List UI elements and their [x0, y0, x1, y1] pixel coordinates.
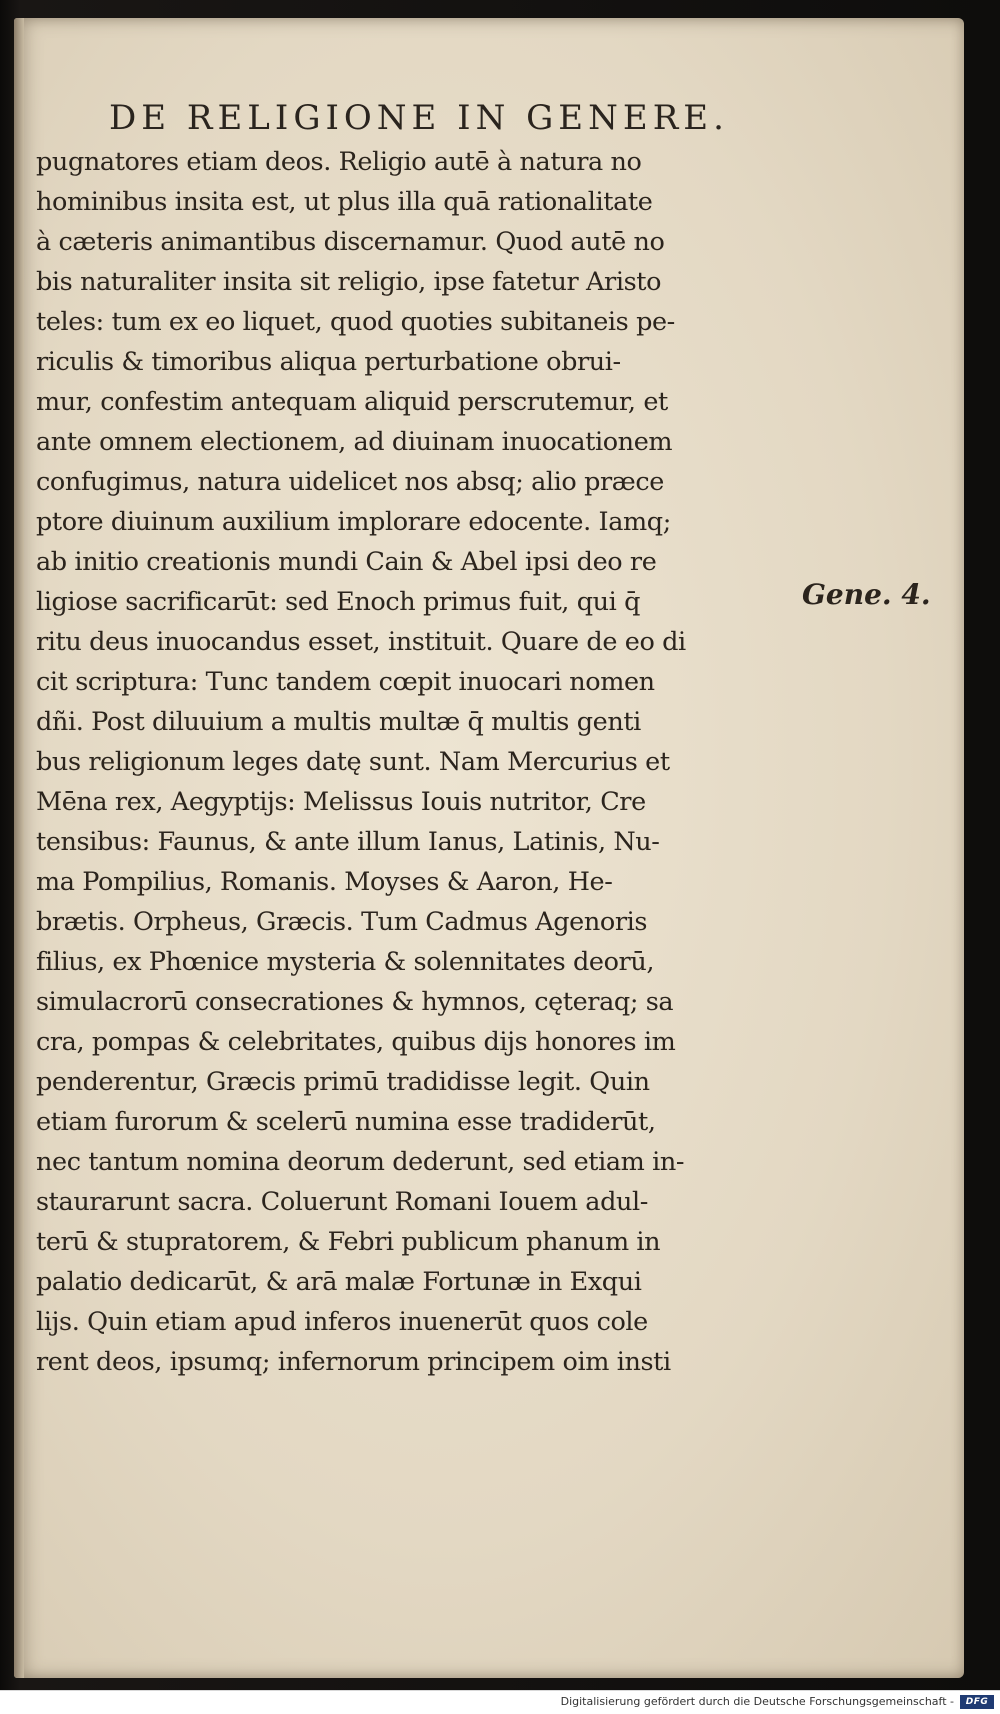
- running-head: DE RELIGIONE IN GENERE.: [109, 98, 729, 138]
- text-line: Mēna rex, Aegyptijs: Melissus Iouis nutritor, Cre: [36, 787, 646, 817]
- text-line: pugnatores etiam deos. Religio autē à natura no: [36, 147, 642, 177]
- text-line: simulacrorū consecrationes & hymnos, cęteraq; sa: [36, 987, 674, 1017]
- text-line: à cæteris animantibus discernamur. Quod autē no: [36, 227, 665, 257]
- text-line: lijs. Quin etiam apud inferos inuenerūt quos cole: [36, 1307, 648, 1337]
- text-line: dñi. Post diluuium a multis multæ q̄ multis genti: [36, 707, 641, 737]
- text-line: bus religionum leges datę sunt. Nam Mercurius et: [36, 747, 670, 777]
- text-line: penderentur, Græcis primū tradidisse legit. Quin: [36, 1067, 650, 1097]
- text-line: ligiose sacrificarūt: sed Enoch primus fuit, qui q̄: [36, 587, 641, 617]
- body-text: [36, 142, 796, 1382]
- text-line: rent deos, ipsumq; infernorum principem oim insti: [36, 1347, 671, 1377]
- text-line: etiam furorum & scelerū numina esse tradiderūt,: [36, 1107, 656, 1137]
- text-line: riculis & timoribus aliqua perturbatione obrui-: [36, 347, 621, 377]
- marginal-note: Gene. 4.: [802, 578, 931, 611]
- text-line: ante omnem electionem, ad diuinam inuocationem: [36, 427, 673, 457]
- text-line: cra, pompas & celebritates, quibus dijs honores im: [36, 1027, 676, 1057]
- footer-credit: Digitalisierung gefördert durch die Deutsche Forschungsgemeinschaft -: [560, 1695, 954, 1708]
- text-line: hominibus insita est, ut plus illa quā rationalitate: [36, 187, 653, 217]
- text-line: confugimus, natura uidelicet nos absq; alio præce: [36, 467, 664, 497]
- text-line: nec tantum nomina deorum dederunt, sed etiam in-: [36, 1147, 685, 1177]
- text-line: bis naturaliter insita sit religio, ipse fatetur Aristo: [36, 267, 662, 297]
- text-line: ma Pompilius, Romanis. Moyses & Aaron, He-: [36, 867, 613, 897]
- text-line: palatio dedicarūt, & arā malæ Fortunæ in Exqui: [36, 1267, 642, 1297]
- text-line: terū & stupratorem, & Febri publicum phanum in: [36, 1227, 661, 1257]
- text-line: brætis. Orpheus, Græcis. Tum Cadmus Agenoris: [36, 907, 648, 937]
- page-edge: [14, 18, 24, 1678]
- text-line: ab initio creationis mundi Cain & Abel ipsi deo re: [36, 547, 657, 577]
- text-line: tensibus: Faunus, & ante illum Ianus, Latinis, Nu-: [36, 827, 660, 857]
- text-line: ptore diuinum auxilium implorare edocente. Iamq;: [36, 507, 671, 537]
- text-line: ritu deus inuocandus esset, instituit. Quare de eo di: [36, 627, 686, 657]
- text-line: mur, confestim antequam aliquid perscrutemur, et: [36, 387, 668, 417]
- text-line: filius, ex Phœnice mysteria & solennitates deorū,: [36, 947, 655, 977]
- text-line: teles: tum ex eo liquet, quod quoties subitaneis pe-: [36, 307, 675, 337]
- dfg-logo: DFG: [960, 1695, 994, 1709]
- book-page: [14, 18, 964, 1678]
- footer-bar: [0, 1690, 1000, 1714]
- text-line: cit scriptura: Tunc tandem cœpit inuocari nomen: [36, 667, 655, 697]
- text-line: staurarunt sacra. Coluerunt Romani Iouem adul-: [36, 1187, 649, 1217]
